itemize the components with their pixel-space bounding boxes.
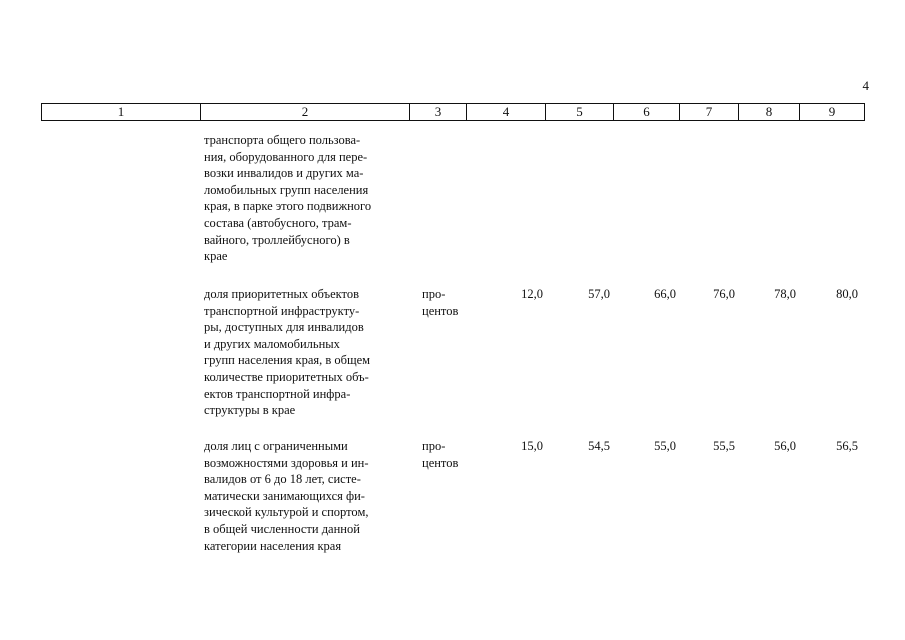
header-col-5: 5 (546, 104, 614, 121)
header-col-8: 8 (739, 104, 800, 121)
value-col-8: 78,0 (774, 287, 796, 301)
text-line: края, в парке этого подвижного (204, 199, 372, 214)
page-number: 4 (862, 78, 869, 93)
header-col-9: 9 (800, 104, 865, 121)
text-line: крае (204, 249, 228, 264)
text-line: матически занимающихся фи- (204, 488, 365, 503)
unit-line: центов (422, 303, 459, 318)
value-col-8: 56,0 (774, 439, 796, 453)
indicator-text-transport-infrastructure (204, 286, 401, 419)
header-col-7: 7 (680, 104, 739, 121)
text-line: возможностями здоровья и ин- (204, 455, 369, 470)
value-col-7: 55,5 (713, 439, 735, 453)
text-line: возки инвалидов и других ма- (204, 166, 364, 181)
header-col-6: 6 (614, 104, 680, 121)
text-line: транспортной инфраструкту- (204, 303, 360, 318)
header-row (42, 104, 865, 121)
text-line: ектов транспортной инфра- (204, 386, 351, 401)
value-col-6: 66,0 (654, 287, 676, 301)
indicator-text-transport-fleet (204, 132, 401, 265)
value-col-5: 57,0 (588, 287, 610, 301)
indicator-text-youth-sports (204, 438, 401, 554)
column-header-table (41, 103, 865, 121)
value-col-4: 12,0 (521, 287, 543, 301)
text-line: вайного, троллейбусного) в (204, 232, 350, 247)
unit-cell (422, 286, 458, 319)
text-line: транспорта общего пользова- (204, 133, 361, 147)
unit-line: про- (422, 439, 446, 453)
text-line: валидов от 6 до 18 лет, систе- (204, 472, 361, 487)
text-line: ломобильных групп населения (204, 182, 369, 197)
header-col-2: 2 (201, 104, 410, 121)
text-line: групп населения края, в общем (204, 353, 371, 368)
value-col-4: 15,0 (521, 439, 543, 453)
unit-cell (422, 438, 458, 471)
header-col-1: 1 (42, 104, 201, 121)
unit-line: центов (422, 455, 459, 470)
value-col-6: 55,0 (654, 439, 676, 453)
text-line: доля приоритетных объектов (204, 287, 359, 301)
value-col-9: 80,0 (836, 287, 858, 301)
text-line: состава (автобусного, трам- (204, 215, 352, 230)
header-col-4: 4 (467, 104, 546, 121)
text-line: категории населения края (204, 538, 342, 553)
text-line: ры, доступных для инвалидов (204, 320, 364, 335)
text-line: количестве приоритетных объ- (204, 369, 369, 384)
text-line: в общей численности данной (204, 521, 360, 536)
text-line: и других маломобильных (204, 336, 340, 351)
text-line: доля лиц с ограниченными (204, 439, 348, 453)
unit-line: про- (422, 287, 446, 301)
text-line: структуры в крае (204, 403, 296, 418)
text-line: ния, оборудованного для пере- (204, 149, 368, 164)
value-col-9: 56,5 (836, 439, 858, 453)
text-line: зической культурой и спортом, (204, 505, 369, 520)
header-col-3: 3 (410, 104, 467, 121)
value-col-7: 76,0 (713, 287, 735, 301)
value-col-5: 54,5 (588, 439, 610, 453)
